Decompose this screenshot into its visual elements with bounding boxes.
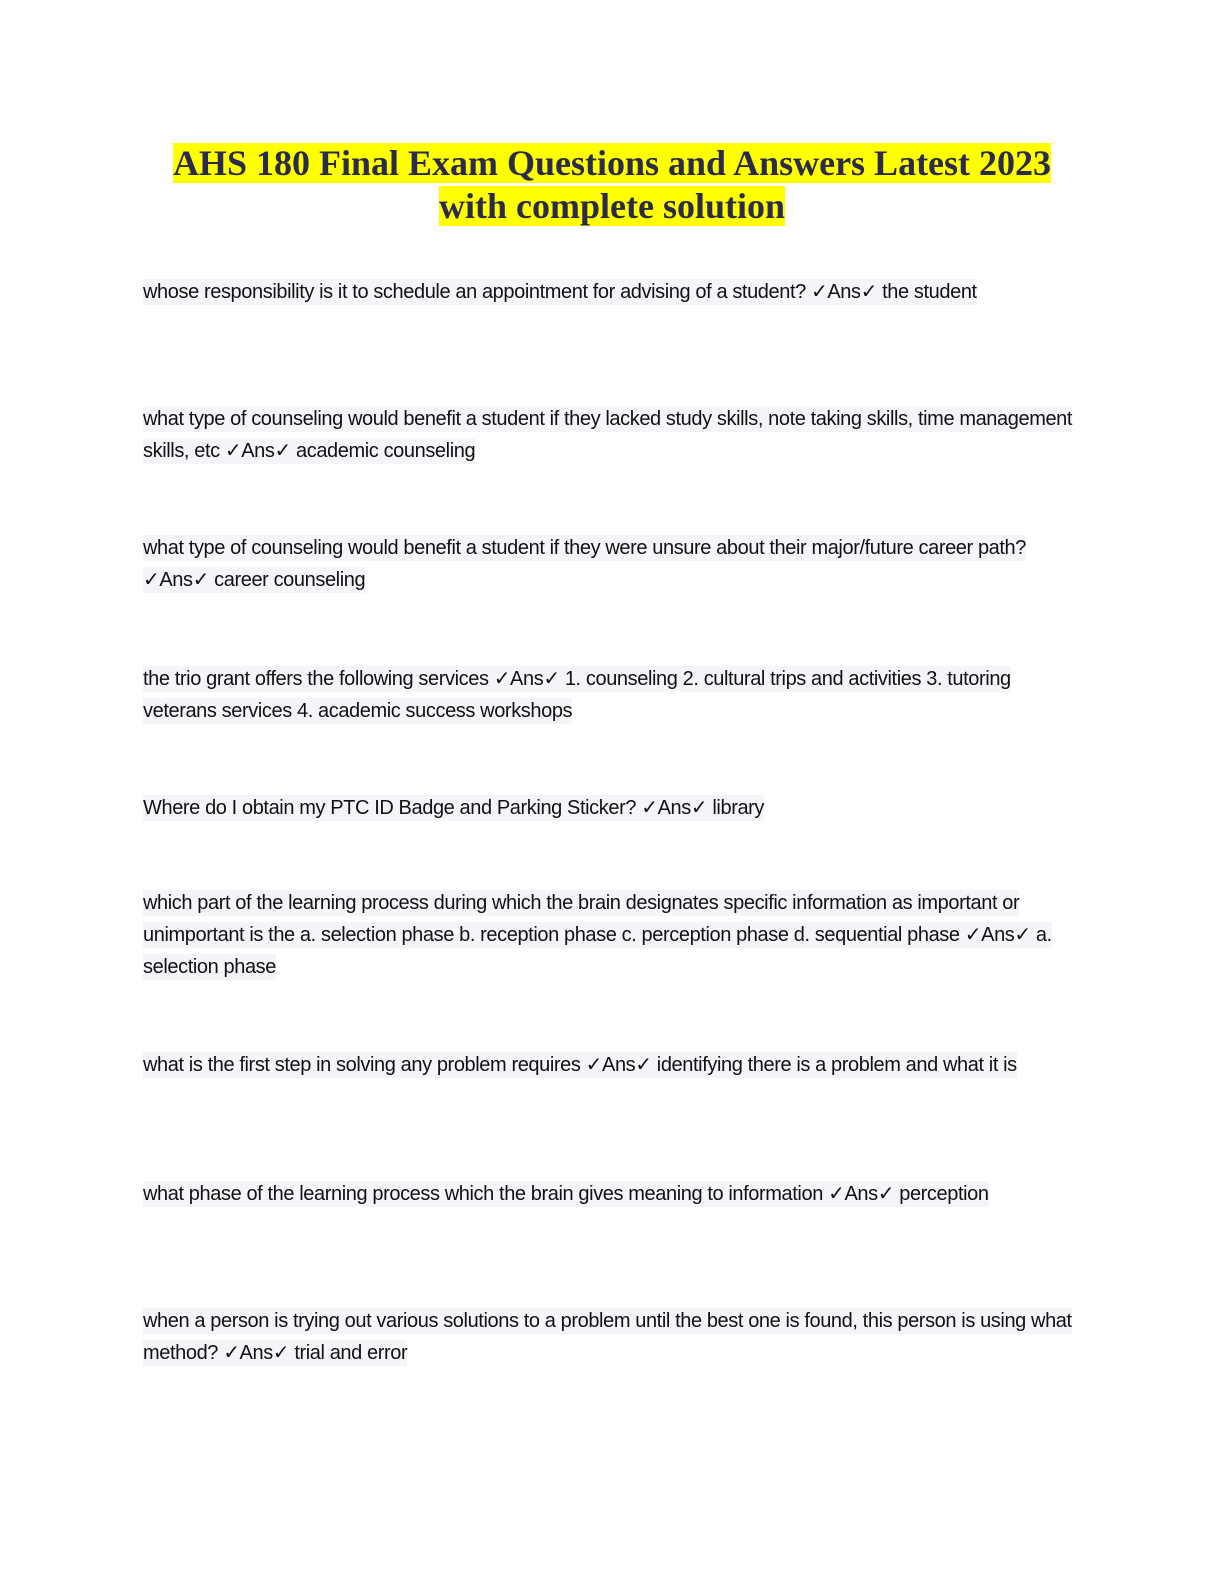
- qa-item-3: [143, 532, 1073, 596]
- title-line-1: AHS 180 Final Exam Questions and Answers Latest 2023: [172, 143, 1052, 183]
- title-line-2: with complete solution: [439, 186, 785, 226]
- qa-item-7: [143, 1049, 1073, 1081]
- qa-item-6: [143, 887, 1073, 983]
- qa-item-4: [143, 663, 1073, 727]
- qa-text: which part of the learning process during which the brain designates specific information as important or unimportant is the a. selection phase b. reception phase c. perception phase d. sequential phase ✓Ans✓ a. selection phase: [143, 892, 1052, 978]
- qa-item-5: [143, 792, 1073, 824]
- qa-item-1: [143, 276, 1073, 308]
- qa-item-9: [143, 1305, 1073, 1369]
- qa-text: whose responsibility is it to schedule an appointment for advising of a student? ✓Ans✓ the student: [143, 281, 977, 303]
- qa-text: the trio grant offers the following services ✓Ans✓ 1. counseling 2. cultural trips and activities 3. tutoring veterans services 4. academic success workshops: [143, 668, 1011, 722]
- qa-item-2: [143, 403, 1073, 467]
- document-title: [0, 142, 1224, 228]
- qa-text: what is the first step in solving any problem requires ✓Ans✓ identifying there is a problem and what it is: [143, 1054, 1017, 1076]
- qa-text: what type of counseling would benefit a student if they were unsure about their major/future career path? ✓Ans✓ career counseling: [143, 537, 1027, 591]
- qa-text: when a person is trying out various solutions to a problem until the best one is found, this person is using what method? ✓Ans✓ trial and error: [143, 1310, 1072, 1364]
- qa-item-8: [143, 1178, 1073, 1210]
- qa-text: Where do I obtain my PTC ID Badge and Parking Sticker? ✓Ans✓ library: [143, 797, 765, 819]
- qa-text: what phase of the learning process which the brain gives meaning to information ✓Ans✓ perception: [143, 1183, 989, 1205]
- qa-text: what type of counseling would benefit a student if they lacked study skills, note taking skills, time management skills, etc ✓Ans✓ academic counseling: [143, 408, 1073, 462]
